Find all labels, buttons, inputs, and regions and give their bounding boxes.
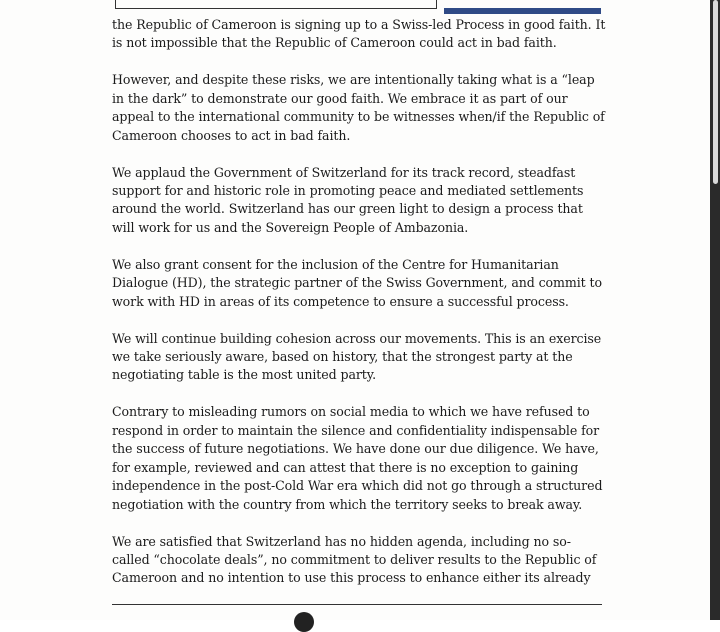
footer-divider xyxy=(112,604,602,605)
paragraph-rumors-due-diligence: Contrary to misleading rumors on social media to which we have refused to respond in order to maintain the silence and confidentiality indispensable for the success of future negotiations. We have done our due diligence. We have, for example, reviewed and can attest that there is no exception to gaining independence in the post-Cold War era which did not go through a structured negotiation with the country from which the territory seeks to break away. xyxy=(112,404,603,512)
vertical-scrollbar[interactable] xyxy=(710,0,720,620)
paragraph-switzerland-applause: We applaud the Government of Switzerland for its track record, steadfast support for and historic role in promoting peace and mediated settlements around the world. Switzerland has our green light to design a process that will work for us and the Sovereign People of Ambazonia. xyxy=(112,164,584,235)
footer-seal-icon xyxy=(294,612,314,632)
document-body xyxy=(112,16,608,606)
header-box-border xyxy=(115,0,437,9)
paragraph-cohesion: We will continue building cohesion across our movements. This is an exercise we take seriously aware, based on history, that the strongest party at the negotiating table is the most united party. xyxy=(112,330,602,383)
scrollbar-thumb[interactable] xyxy=(713,0,718,184)
paragraph-no-hidden-agenda: We are satisfied that Switzerland has no hidden agenda, including no so-called “chocolate deals”, no commitment to deliver results to the Republic of Cameroon and no intention to use this process to enhance either its already xyxy=(112,533,597,586)
paragraph-good-faith: the Republic of Cameroon is signing up to a Swiss-led Process in good faith. It is not impossible that the Republic of Cameroon could act in bad faith. xyxy=(112,17,606,51)
header-color-bar xyxy=(444,8,601,14)
paragraph-leap-in-the-dark: However, and despite these risks, we are intentionally taking what is a “leap in the dark” to demonstrate our good faith. We embrace it as part of our appeal to the international community to be witnesses when/if the Republic of Cameroon chooses to act in bad faith. xyxy=(112,72,605,143)
paragraph-hd-consent: We also grant consent for the inclusion of the Centre for Humanitarian Dialogue (HD), the strategic partner of the Swiss Government, and commit to work with HD in areas of its competence to ensure a successful process. xyxy=(112,256,602,309)
